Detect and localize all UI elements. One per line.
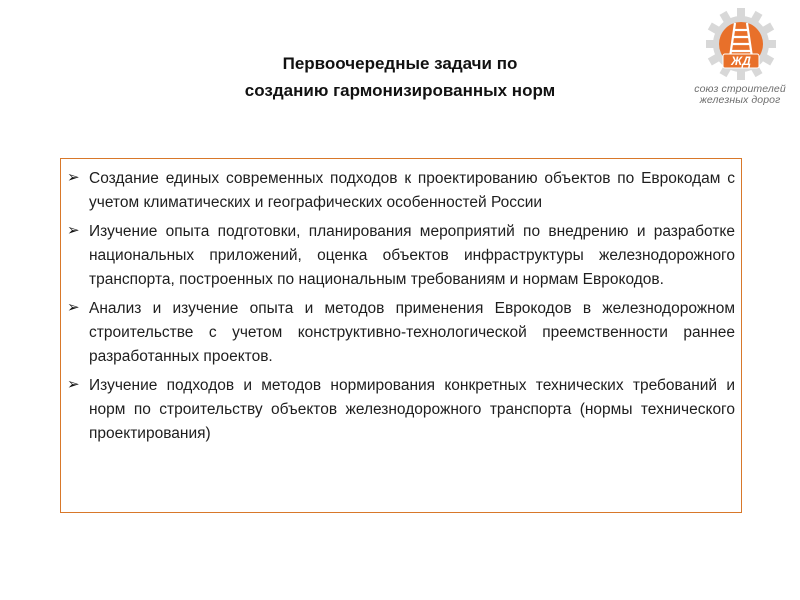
logo-caption-line-2: железных дорог	[699, 94, 781, 106]
task-text: Изучение подходов и методов нормирования конкретных технических требований и норм по строительству объектов железнодорожного транспорта (нормы технического проектирования)	[89, 377, 735, 442]
arrow-bullet-icon: ➢	[67, 169, 80, 186]
page-title-line-1: Первоочередные задачи по	[282, 54, 518, 73]
task-item	[61, 374, 741, 446]
organization-logo	[682, 8, 800, 108]
task-text: Анализ и изучение опыта и методов применения Еврокодов в железнодорожном строительстве с учетом конструктивно-технологической преемственности раннее разработанных проектов.	[89, 300, 735, 365]
logo-monogram: ЖД	[731, 54, 751, 68]
task-text: Создание единых современных подходов к проектированию объектов по Еврокодам с учетом климатических и географических особенностей России	[89, 170, 735, 211]
tasks-box	[60, 158, 742, 513]
arrow-bullet-icon: ➢	[67, 222, 80, 239]
logo-caption	[682, 84, 798, 106]
arrow-bullet-icon: ➢	[67, 299, 80, 316]
task-text: Изучение опыта подготовки, планирования мероприятий по внедрению и разработке национальных приложений, оценка объектов инфраструктуры железнодорожного транспорта, построенных по национальным требованиям и нормам Еврокодов.	[89, 223, 735, 288]
page-title	[150, 50, 650, 104]
arrow-bullet-icon: ➢	[67, 376, 80, 393]
logo-caption-line-1: союз строителей	[694, 83, 786, 95]
page-title-line-2: созданию гармонизированных норм	[244, 81, 556, 100]
task-item	[61, 297, 741, 369]
tasks-list	[61, 167, 741, 451]
railway-gear-logo-icon	[706, 8, 776, 80]
task-item	[61, 167, 741, 215]
task-item	[61, 220, 741, 292]
